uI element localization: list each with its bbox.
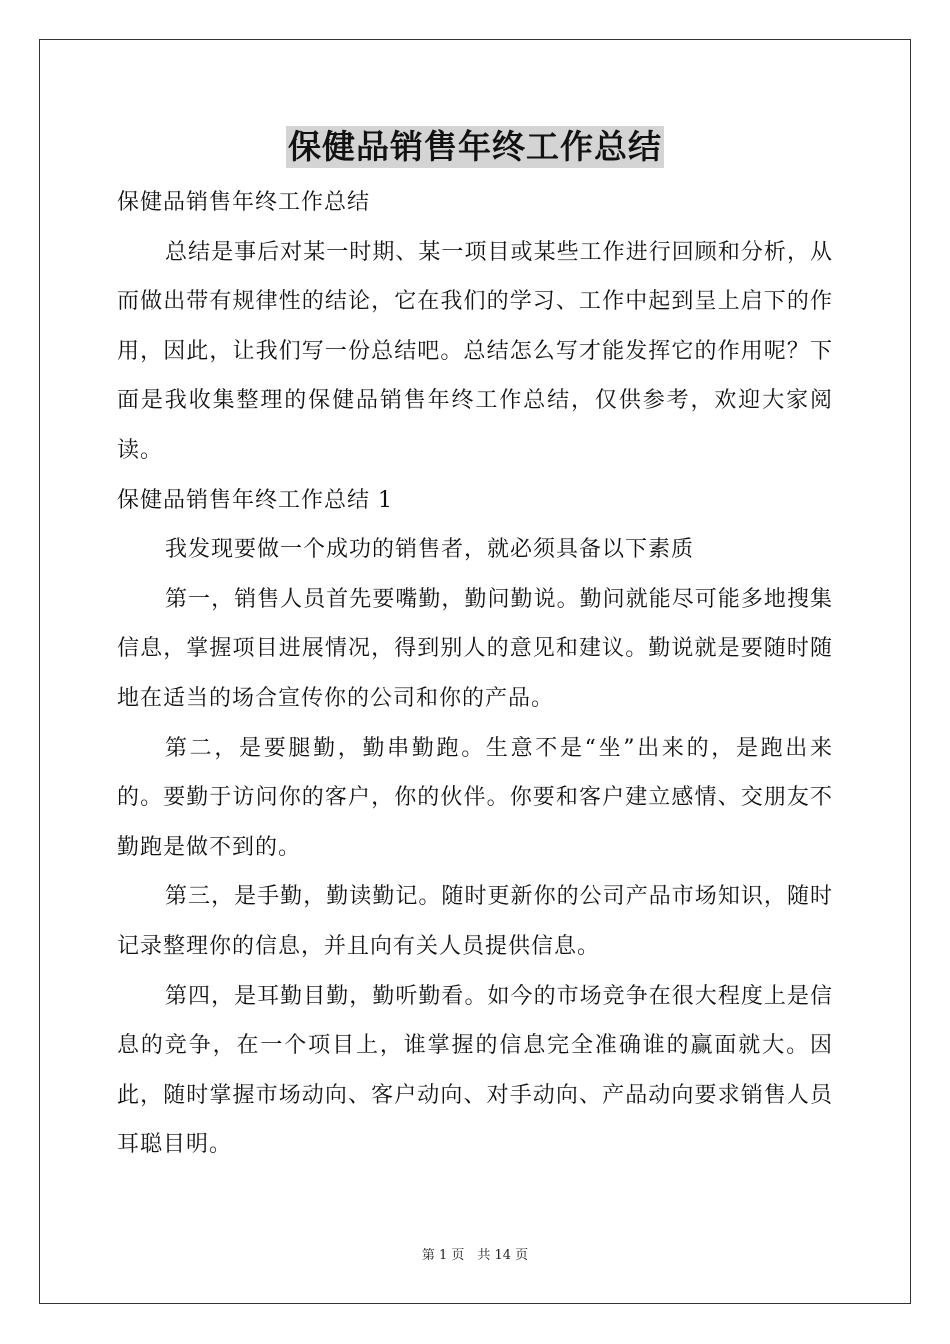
paragraph-intro: 总结是事后对某一时期、某一项目或某些工作进行回顾和分析，从而做出带有规律性的结论，它在我们的学习、工作中起到呈上启下的作用，因此，让我们写一份总结吧。总结怎么写才能发挥它的作用呢？下面是我收集整理的保健品销售年终工作总结，仅供参考，欢迎大家阅读。 xyxy=(117,239,833,463)
paragraph-fourth: 第四，是耳勤目勤，勤听勤看。如今的市场竞争在很大程度上是信息的竞争，在一个项目上，谁掌握的信息完全准确谁的赢面就大。因此，随时掌握市场动向、客户动向、对手动向、产品动向要求销售人员耳聪目明。 xyxy=(117,983,833,1158)
paragraph-first: 第一，销售人员首先要嘴勤，勤问勤说。勤问就能尽可能多地搜集信息，掌握项目进展情况，得到别人的意见和建议。勤说就是要随时随地在适当的场合宣传你的公司和你的产品。 xyxy=(117,586,833,711)
document-title: 保健品销售年终工作总结 xyxy=(288,127,662,166)
section-heading: 保健品销售年终工作总结 1 xyxy=(117,487,393,513)
title-container xyxy=(0,126,950,168)
paragraph-subtitle: 保健品销售年终工作总结 xyxy=(117,190,371,215)
page-footer: 第 1 页 共 14 页 xyxy=(421,1248,529,1263)
paragraph-qualities: 我发现要做一个成功的销售者，就必须具备以下素质 xyxy=(165,537,695,563)
paragraph-second: 第二，是要腿勤，勤串勤跑。生意不是“坐”出来的，是跑出来的。要勤于访问你的客户，你的伙伴。你要和客户建立感情、交朋友不勤跑是做不到的。 xyxy=(117,735,833,860)
document-body xyxy=(117,178,833,1170)
paragraph-third: 第三，是手勤，勤读勤记。随时更新你的公司产品市场知识，随时记录整理你的信息，并且向有关人员提供信息。 xyxy=(117,884,833,959)
